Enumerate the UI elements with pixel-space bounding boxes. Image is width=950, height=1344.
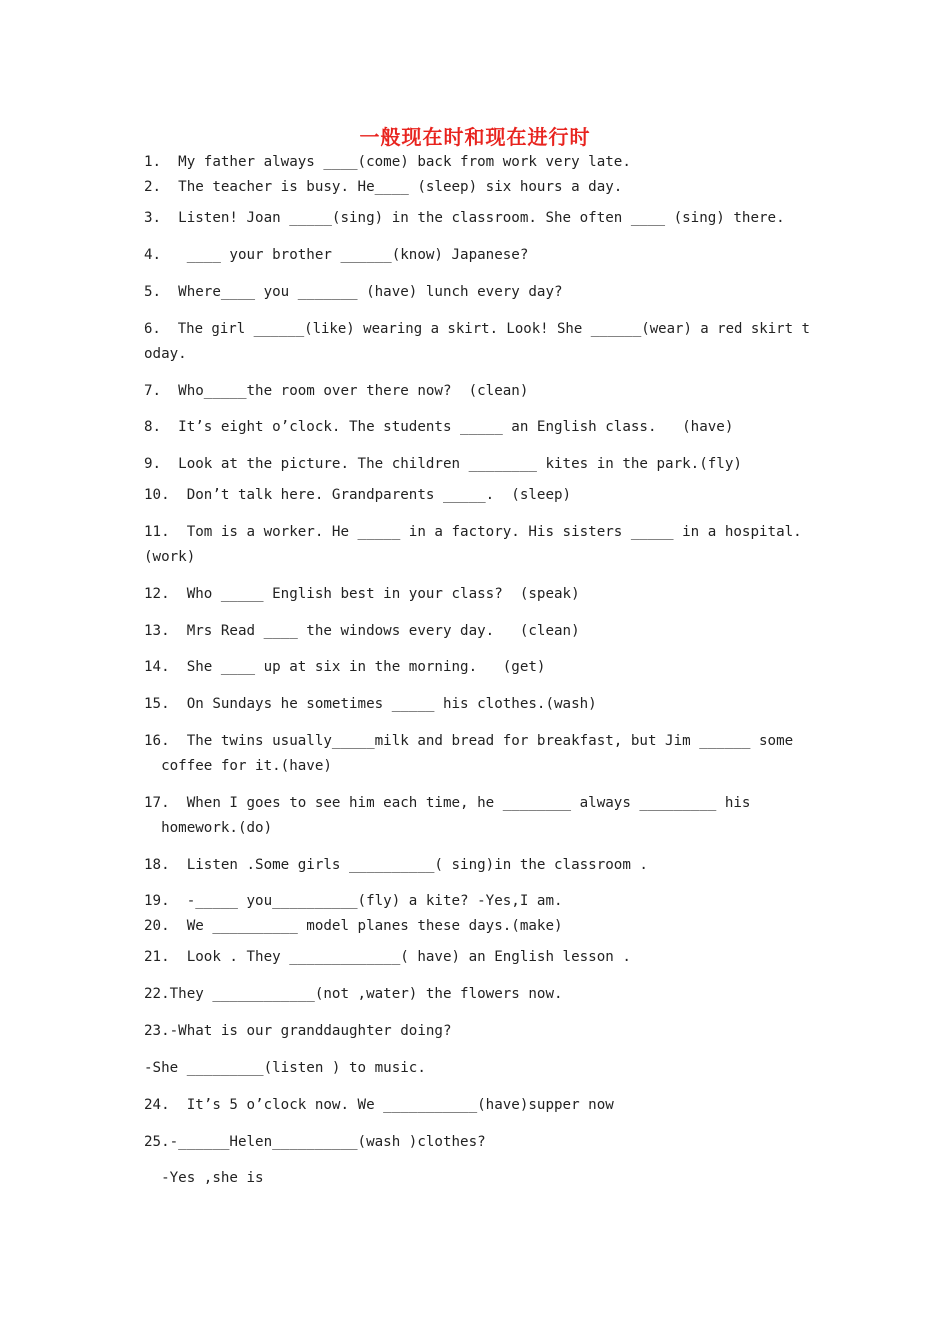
exercise-line: 14. She ____ up at six in the morning. (get) bbox=[144, 659, 546, 675]
exercise-line: 4. ____ your brother ______(know) Japanese? bbox=[144, 247, 529, 263]
exercise-line: (work) bbox=[144, 549, 196, 565]
exercise-line: 11. Tom is a worker. He _____ in a factory. His sisters _____ in a hospital. bbox=[144, 524, 802, 540]
exercise-line: -She _________(listen ) to music. bbox=[144, 1060, 426, 1076]
exercise-line: 23.-What is our granddaughter doing? bbox=[144, 1023, 452, 1039]
exercise-line: 16. The twins usually_____milk and bread for breakfast, but Jim ______ some bbox=[144, 733, 794, 749]
exercise-line: 10. Don’t talk here. Grandparents _____. (sleep) bbox=[144, 487, 572, 503]
exercise-line: 7. Who_____the room over there now? (clean) bbox=[144, 383, 529, 399]
page-title: 一般现在时和现在进行时 bbox=[359, 125, 591, 149]
exercise-line: 1. My father always ____(come) back from work very late. bbox=[144, 154, 631, 170]
exercise-line: 2. The teacher is busy. He____ (sleep) six hours a day. bbox=[144, 179, 623, 195]
exercise-line: 12. Who _____ English best in your class? (speak) bbox=[144, 586, 580, 602]
exercise-line: 22.They ____________(not ,water) the flowers now. bbox=[144, 986, 563, 1002]
exercise-line: 18. Listen .Some girls __________( sing)in the classroom . bbox=[144, 857, 648, 873]
exercise-line: 25.-______Helen__________(wash )clothes? bbox=[144, 1134, 486, 1150]
exercise-line: coffee for it.(have) bbox=[144, 758, 332, 774]
exercise-line: oday. bbox=[144, 346, 187, 362]
exercise-line: 13. Mrs Read ____ the windows every day. (clean) bbox=[144, 623, 580, 639]
exercise-line: 19. -_____ you__________(fly) a kite? -Yes,I am. bbox=[144, 893, 563, 909]
exercise-line: 9. Look at the picture. The children ________ kites in the park.(fly) bbox=[144, 456, 742, 472]
exercise-line: -Yes ,she is bbox=[144, 1170, 264, 1186]
exercise-line: homework.(do) bbox=[144, 820, 273, 836]
exercise-line: 24. It’s 5 o’clock now. We ___________(have)supper now bbox=[144, 1097, 614, 1113]
exercise-line: 21. Look . They _____________( have) an English lesson . bbox=[144, 949, 631, 965]
exercise-line: 15. On Sundays he sometimes _____ his clothes.(wash) bbox=[144, 696, 597, 712]
exercise-line: 8. It’s eight o’clock. The students _____ an English class. (have) bbox=[144, 419, 734, 435]
exercise-line: 17. When I goes to see him each time, he ________ always _________ his bbox=[144, 795, 751, 811]
exercise-line: 5. Where____ you _______ (have) lunch every day? bbox=[144, 284, 563, 300]
exercise-line: 6. The girl ______(like) wearing a skirt. Look! She ______(wear) a red skirt t bbox=[144, 321, 810, 337]
exercise-line: 3. Listen! Joan _____(sing) in the classroom. She often ____ (sing) there. bbox=[144, 210, 785, 226]
exercise-line: 20. We __________ model planes these days.(make) bbox=[144, 918, 563, 934]
